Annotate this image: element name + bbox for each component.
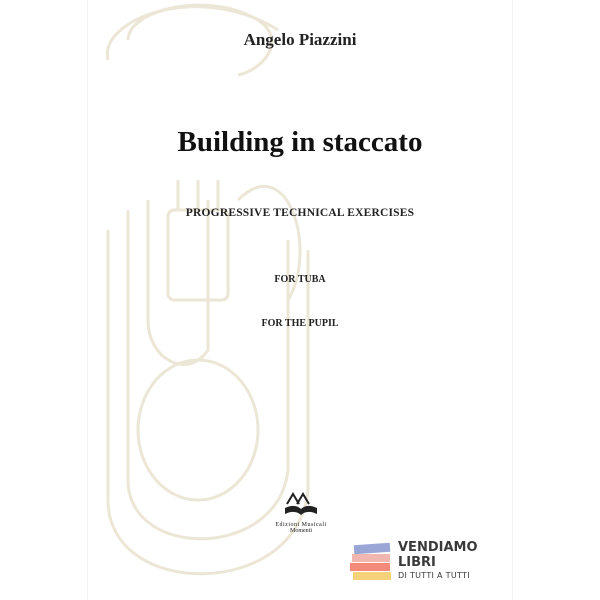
- badge-line2: LIBRI: [398, 555, 436, 570]
- badge-line1: VENDIAMO: [398, 540, 478, 555]
- book-cover: [88, 0, 512, 600]
- audience-line: FOR THE PUPIL: [261, 318, 339, 329]
- book-subtitle: PROGRESSIVE TECHNICAL EXERCISES: [185, 207, 415, 219]
- badge-text: [398, 540, 478, 580]
- publisher-logo-icon: [281, 490, 321, 520]
- vendiamo-libri-badge: [350, 538, 478, 586]
- publisher-name: Edizioni Musicali: [275, 522, 327, 528]
- badge-tagline: DI TUTTI A TUTTI: [398, 571, 470, 580]
- instrument-line: FOR TUBA: [274, 274, 326, 285]
- author-name: Angelo Piazzini: [243, 30, 357, 49]
- publisher-city: Momenti: [290, 528, 312, 534]
- book-title: Building in staccato: [177, 126, 423, 158]
- books-stack-icon: [350, 542, 394, 582]
- publisher-block: [256, 490, 346, 534]
